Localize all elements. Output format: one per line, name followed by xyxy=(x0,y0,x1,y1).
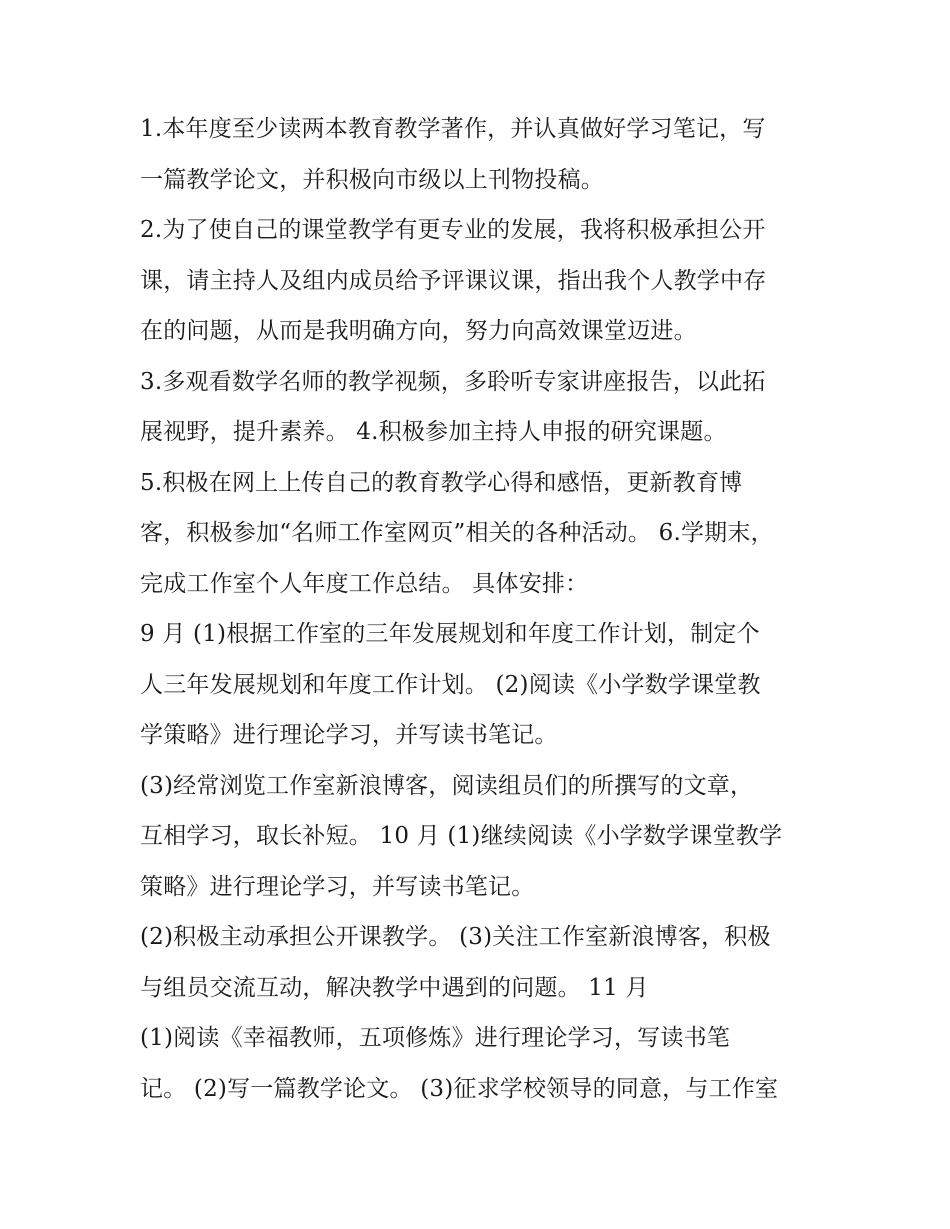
text-line: 策略》进行理论学习，并写读书笔记。 xyxy=(140,873,535,900)
text-line: 与组员交流互动，解决教学中遇到的问题。 11 月 xyxy=(140,974,649,1001)
text-line: 1.本年度至少读两本教育教学著作，并认真做好学习笔记，写 xyxy=(140,116,766,142)
text-line: 2.为了使自己的课堂教学有更专业的发展，我将积极承担公开 xyxy=(140,217,766,243)
document-body xyxy=(140,104,830,1114)
text-line: 在的问题，从而是我明确方向，努力向高效课堂迈进。 xyxy=(140,318,697,344)
text-line: 一篇教学论文，并积极向市级以上刊物投稿。 xyxy=(140,166,604,193)
text-line: 互相学习，取长补短。 10 月 (1)继续阅读《小学数学课堂教学 xyxy=(140,823,783,849)
text-line: 3.多观看数学名师的教学视频，多聆听专家讲座报告，以此拓 xyxy=(140,368,766,395)
text-line: (3)经常浏览工作室新浪博客，阅读组员们的所撰写的文章， xyxy=(140,772,754,799)
text-line: 记。 (2)写一篇教学论文。 (3)征求学校领导的同意，与工作室 xyxy=(140,1075,779,1102)
text-line: 学策略》进行理论学习，并写读书笔记。 xyxy=(140,722,558,748)
text-line: 完成工作室个人年度工作总结。 具体安排： xyxy=(140,570,589,597)
text-line: 展视野，提升素养。 4.积极参加主持人申报的研究课题。 xyxy=(140,419,727,445)
text-line: (2)积极主动承担公开课教学。 (3)关注工作室新浪博客，积极 xyxy=(140,924,771,950)
text-line: 课，请主持人及组内成员给予评课议课，指出我个人教学中存 xyxy=(140,267,767,294)
text-line: 客，积极参加“名师工作室网页”相关的各种活动。 6.学期末， xyxy=(140,520,774,546)
text-line: 9 月 (1)根据工作室的三年发展规划和年度工作计划，制定个 xyxy=(140,621,760,647)
text-line: 人三年发展规划和年度工作计划。 (2)阅读《小学数学课堂教 xyxy=(140,671,761,698)
text-line: (1)阅读《幸福教师，五项修炼》进行理论学习，写读书笔 xyxy=(140,1025,730,1051)
text-line: 5.积极在网上上传自己的教育教学心得和感悟，更新教育博 xyxy=(140,469,743,496)
